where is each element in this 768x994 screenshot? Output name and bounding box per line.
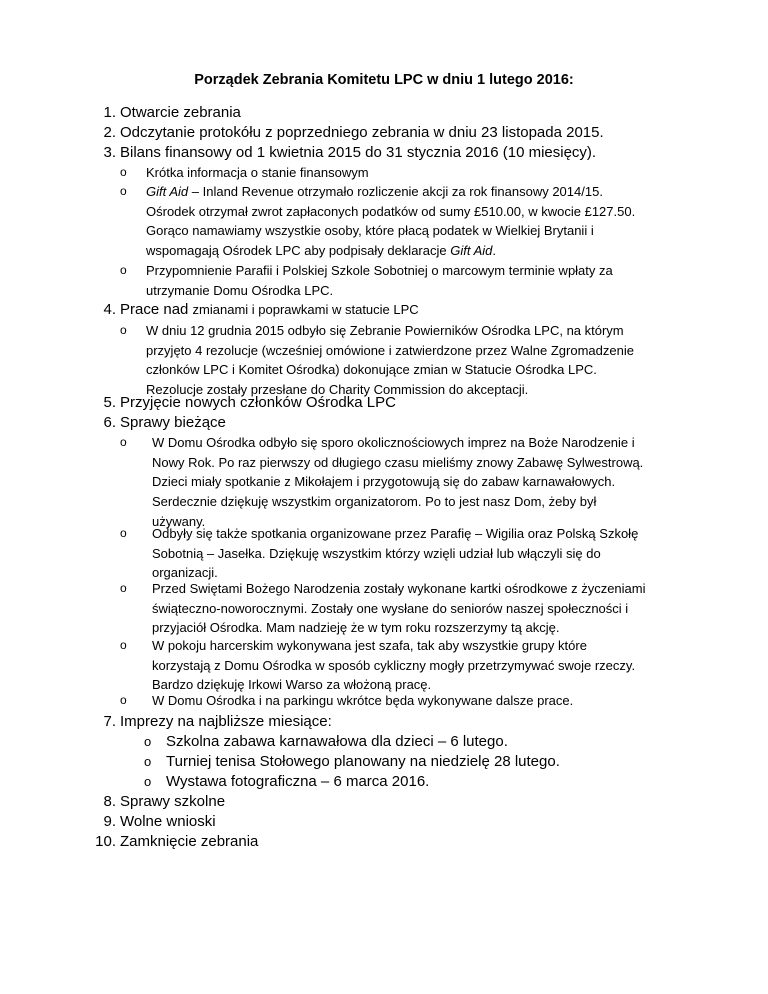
item-text: Imprezy na najbliższe miesiące: (120, 713, 332, 730)
gift-aid-term: Gift Aid (146, 184, 189, 199)
bullet-line: przyjaciół Ośrodka. Mam nadzieję że w tym roku rozszerzymy tą akcję. (152, 620, 560, 636)
gift-aid-term: Gift Aid (450, 243, 493, 259)
bullet-line: korzystają z Domu Ośrodka w sposób cykliczny mogły przetrzymywać swoje rzeczy. (152, 657, 636, 673)
bullet-line: świąteczno-noworocznymi. Zostały one wysłane do seniorów naszej społeczności i (152, 600, 629, 616)
bullet-marker: o (144, 734, 152, 749)
item-number: 7. (103, 713, 116, 730)
bullet-marker: o (120, 435, 127, 449)
event-item-2 (144, 752, 560, 772)
item-text: Wolne wnioski (120, 813, 216, 830)
item-number: 5. (103, 394, 116, 411)
bullet-line: Gift Aid – Inland Revenue otrzymało rozliczenie akcji za rok finansowy 2014/15. (146, 184, 603, 199)
bullet-marker: o (120, 263, 127, 277)
item-number: 8. (103, 793, 116, 810)
bullet-line: przyjęto 4 rezolucje (wcześniej omówione i zatwierdzone przez Walne Zgromadzenie (146, 342, 634, 358)
item-number: 3. (103, 144, 116, 161)
bullet-line: Serdecznie dziękuję wszystkim organizatorom. Po to jest nasz Dom, żeby był (152, 494, 597, 510)
item-number: 9. (103, 813, 116, 830)
event-item-1 (144, 732, 508, 752)
event-text: Wystawa fotograficzna – 6 marca 2016. (166, 773, 430, 790)
bullet-line: Nowy Rok. Po raz pierwszy od długiego czasu mieliśmy znowy Zabawę Sylwestrową. (152, 454, 644, 470)
bullet-marker: o (120, 526, 127, 540)
bullet-marker: o (120, 581, 127, 595)
item-number: 10. (95, 833, 116, 850)
item-text: Przyjęcie nowych członków Ośrodka LPC (120, 394, 396, 411)
bullet-marker: o (120, 693, 127, 707)
bullet-line: członków LPC i Komitet Ośrodka) dokonujące zmian w Statucie Ośrodka LPC. (146, 362, 597, 378)
item-text: Otwarcie zebrania (120, 104, 241, 121)
item-text: Sprawy szkolne (120, 793, 226, 810)
item-number: 6. (103, 414, 116, 431)
bullet-line: organizacji. (152, 565, 218, 581)
bullet-line: Odbyły się także spotkania organizowane przez Parafię – Wigilia oraz Polską Szkołę (152, 526, 639, 541)
bullet-marker: o (144, 754, 152, 769)
item-text: Prace nad zmianami i poprawkami w statucie LPC (120, 301, 419, 318)
bullet-marker: o (120, 323, 127, 337)
item-number: 1. (103, 104, 116, 121)
bullet-line: W Domu Ośrodka i na parkingu wkrótce będa wykonywane dalsze prace. (152, 693, 574, 708)
event-item-3 (144, 772, 429, 792)
bullet-marker: o (120, 638, 127, 652)
bullet-marker: o (144, 774, 152, 789)
bullet-marker: o (120, 184, 127, 198)
bullet-line: Dzieci miały spotkanie z Mikołajem i przygotowują się do zabaw karnawałowych. (152, 474, 616, 490)
bullet-line: Przypomnienie Parafii i Polskiej Szkole Sobotniej o marcowym terminie wpłaty za (146, 263, 613, 278)
bullet-line: Ośrodek otrzymał zwrot zapłaconych podatków od sumy £510.00, w kwocie £127.50. (146, 203, 636, 219)
bullet-line: Przed Swiętami Bożego Narodzenia zostały wykonane kartki ośrodkowe z życzeniami (152, 581, 646, 596)
bullet-line: W Domu Ośrodka odbyło się sporo okolicznościowych imprez na Boże Narodzenie i (152, 435, 635, 450)
bullet-line: Sobotnią – Jasełka. Dziękuję wszystkim którzy wzięli udział lub włączyli się do (152, 545, 601, 561)
item-text: Sprawy bieżące (120, 414, 226, 431)
item-text: Odczytanie protokółu z poprzedniego zebrania w dniu 23 listopada 2015. (120, 124, 604, 141)
bullet-text: Krótka informacja o stanie finansowym (146, 165, 369, 180)
bullet-line: Bardzo dziękuję Irkowi Warso za włożoną pracę. (152, 677, 432, 693)
event-text: Szkolna zabawa karnawałowa dla dzieci – 6 lutego. (166, 733, 508, 750)
bullet-line: W dniu 12 grudnia 2015 odbyło się Zebranie Powierników Ośrodka LPC, na którym (146, 323, 624, 338)
document-title: Porządek Zebrania Komitetu LPC w dniu 1 lutego 2016: (194, 72, 574, 88)
bullet-line: Gorąco namawiamy wszystkie osoby, które płacą podatek w Wielkiej Brytanii i (146, 223, 594, 239)
bullet-line: Rezolucje zostały przesłane do Charity Commission do akceptacji. (146, 382, 529, 398)
bullet-line: wspomagają Ośrodek LPC aby podpisały deklaracje Gift Aid. (146, 243, 496, 259)
bullet-marker: o (120, 165, 127, 179)
item-text: Zamknięcie zebrania (120, 833, 259, 850)
bullet-line: używany. (152, 513, 206, 529)
item-number: 4. (103, 301, 116, 318)
bullet-line: utrzymanie Domu Ośrodka LPC. (146, 282, 334, 298)
event-text: Turniej tenisa Stołowego planowany na niedzielę 28 lutego. (166, 753, 560, 770)
item-text: Bilans finansowy od 1 kwietnia 2015 do 31 stycznia 2016 (10 miesięcy). (120, 144, 597, 161)
bullet-line: W pokoju harcerskim wykonywana jest szafa, tak aby wszystkie grupy które (152, 638, 587, 653)
item-number: 2. (103, 124, 116, 141)
